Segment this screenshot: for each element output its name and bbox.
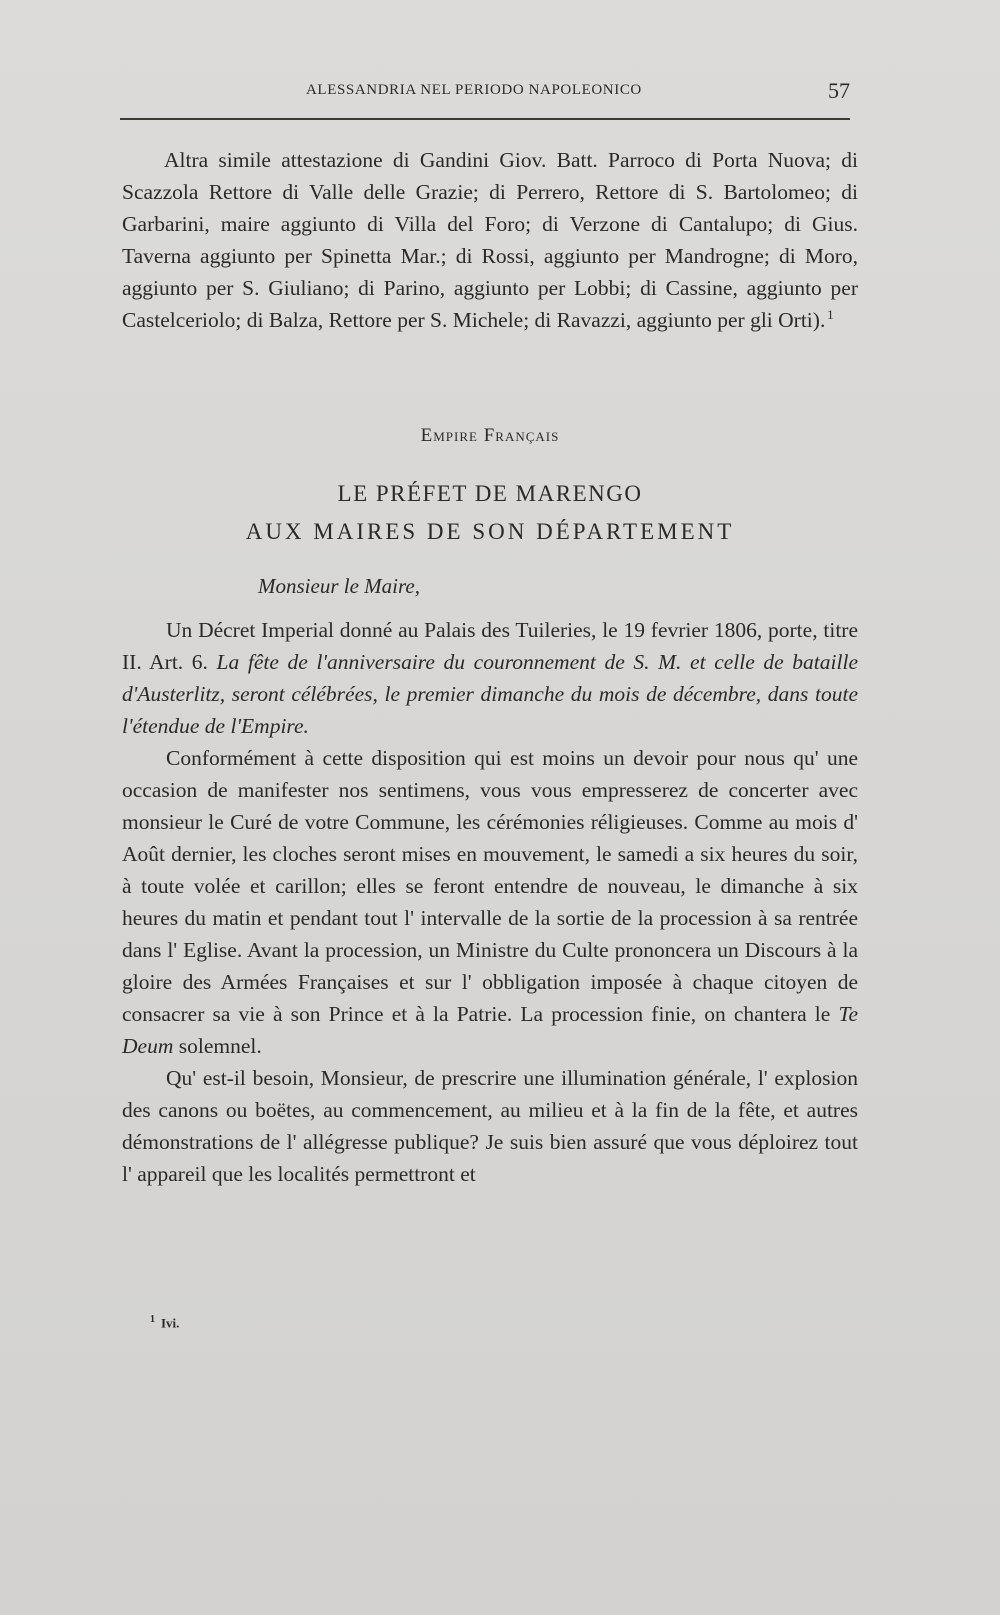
intro-paragraph-text: Altra simile attestazione di Gandini Giov. Batt. Parroco di Porta Nuova; di Scazzola Rettore di Valle delle Grazie; di Perrero, Rettore di S. Bartolomeo; di Garbarini, maire aggiunto di Villa del Foro; di Verzone di Cantalupo; di Gius. Taverna aggiunto per Spinetta Mar.; di Rossi, aggiunto per Mandrogne; di Moro, aggiunto per S. Giuliano; di Parino, aggiunto per Lobbi; di Cassine, aggiunto per Castelceriolo; di Balza, Rettore per S. Michele; di Ravazzi, aggiunto per gli Orti). — [122, 148, 858, 332]
letter-paragraph-1 — [122, 614, 858, 742]
ceremony-text: Conformément à cette disposition qui est moins un devoir pour nous qu' une occasion de manifester nos sentimens, vous vous empresserez de concerter avec monsieur le Curé de votre Commune, les cérémonies réligieuses. Comme au mois d' Août dernier, les cloches seront mises en mouvement, le samedi a six heures du soir, à toute volée et carillon; elles se feront entendre de nouveau, le dimanche à six heures du matin et pendant tout l' intervalle de la sortie de la procession à sa rentrée dans l' Eglise. Avant la procession, un Ministre du Culte prononcera un Discours à la gloire des Armées Françaises et sur l' obbligation imposée à chaque citoyen de consacrer sa vie à son Prince et à la Patrie. La procession finie, on chantera le — [122, 746, 858, 1026]
header-rule — [120, 118, 850, 120]
footnote-reference: 1 — [827, 306, 834, 322]
letter-paragraph-2 — [122, 742, 858, 1062]
decree-intro: Un Décret Imperial donné au Palais des Tuileries, le 19 fevrier 1806, porte, titre II. Art. 6. — [122, 618, 858, 674]
illumination-text: Qu' est-il besoin, Monsieur, de prescrire une illumination générale, l' explosion des canons ou boëtes, au commencement, au milieu et à la fin de la fête, et autres démonstrations de l' allégresse publique? Je suis bien assuré que vous déploirez tout l' appareil que les localités permettront et — [122, 1066, 858, 1186]
heading-title-maires: AUX MAIRES DE SON DÉPARTEMENT — [245, 519, 735, 544]
letter-body — [122, 614, 858, 1190]
running-header — [120, 78, 850, 108]
salutation: Monsieur le Maire, — [258, 574, 420, 598]
footnote-text: Ivi. — [161, 1315, 180, 1331]
intro-paragraph — [122, 144, 858, 336]
footnote — [150, 1314, 179, 1331]
heading-title-prefet: LE PRÉFET DE MARENGO — [337, 481, 643, 506]
te-deum: Te Deum — [122, 1002, 858, 1058]
ceremony-text-end: solemnel. — [173, 1034, 262, 1058]
page-number: 57 — [828, 78, 850, 103]
running-title: ALESSANDRIA NEL PERIODO NAPOLEONICO — [306, 82, 642, 98]
heading-empire: Empire Français — [420, 425, 560, 446]
footnote-mark: 1 — [150, 1314, 155, 1325]
body-text — [122, 144, 858, 1190]
decree-quote: La fête de l'anniversaire du couronnement de S. M. et celle de bataille d'Austerlitz, seront célébrées, le premier dimanche du mois de décembre, dans toute l'étendue de l'Empire. — [122, 650, 858, 738]
letter-paragraph-3 — [122, 1062, 858, 1190]
